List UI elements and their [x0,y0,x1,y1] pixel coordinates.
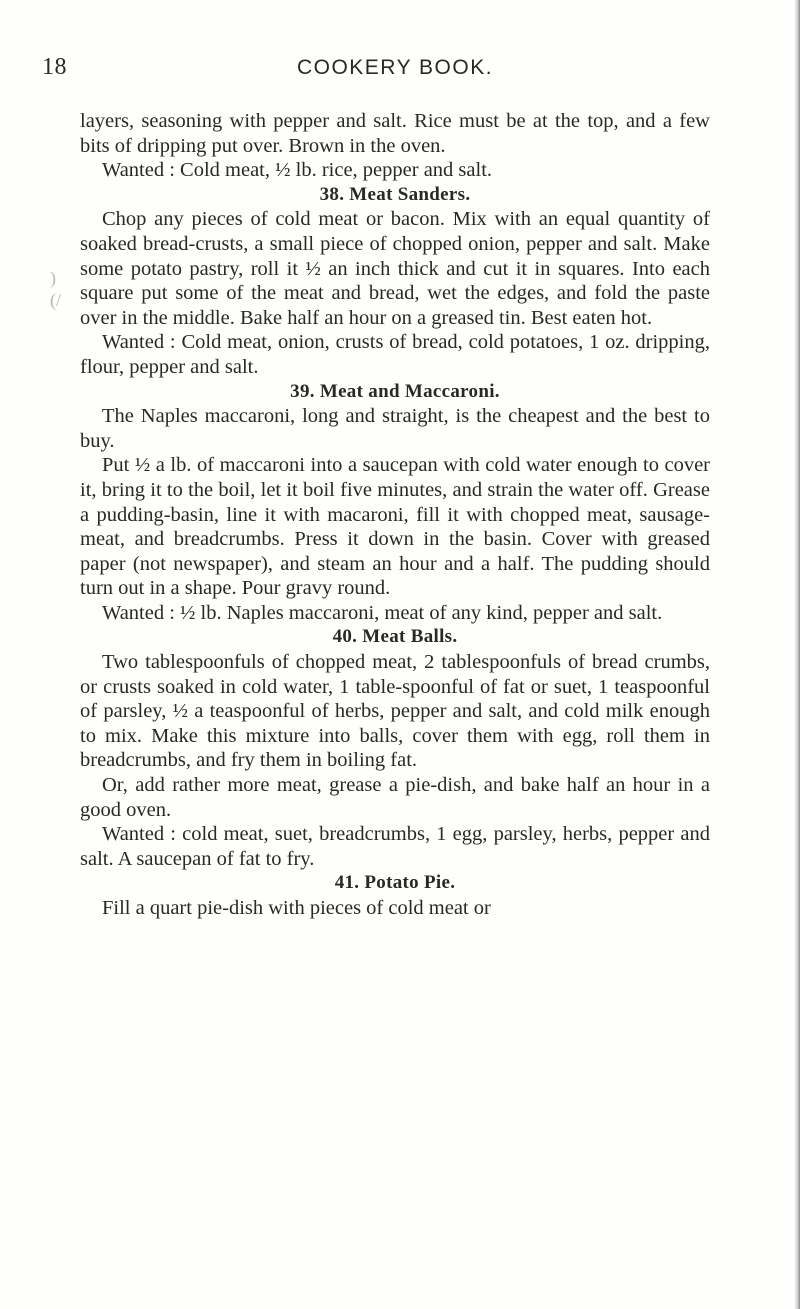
margin-pencil-mark: (/ [50,290,61,310]
paragraph: layers, seasoning with pepper and salt. Rice must be at the top, and a few bits of dripping put over. Brown in the oven. [80,110,710,157]
page-edge-shadow [794,0,800,1309]
running-title: COOKERY BOOK. [296,56,494,79]
recipe-heading: 39. Meat and Maccaroni. [290,380,500,402]
recipe-heading: 41. Potato Pie. [334,872,456,894]
page-number: 18 [42,54,67,80]
paragraph: Fill a quart pie-dish with pieces of cold meat or [102,897,491,919]
paragraph: Chop any pieces of cold meat or bacon. Mix with an equal quantity of soaked bread-crusts, a small piece of chopped onion, pepper and salt. Make some potato pastry, roll it ½ an inch thick and cut it in squares. Into each square put some of the meat and bread, wet the edges, and fold the paste over in the middle. Bake half an hour on a greased tin. Best eaten hot. [80,208,710,329]
margin-pencil-mark: ) [50,268,56,288]
page-body [80,109,710,921]
wanted-line: Wanted : cold meat, suet, breadcrumbs, 1 egg, parsley, herbs, pepper and salt. A saucepan of fat to fry. [80,823,710,870]
recipe-heading: 38. Meat Sanders. [319,183,471,205]
wanted-line: Wanted : ½ lb. Naples maccaroni, meat of any kind, pepper and salt. [102,601,663,624]
recipe-heading: 40. Meat Balls. [332,626,458,648]
paragraph: The Naples maccaroni, long and straight, is the cheapest and the best to buy. [80,405,710,452]
paragraph: Or, add rather more meat, grease a pie-dish, and bake half an hour in a good oven. [80,774,710,821]
paragraph: Put ½ a lb. of maccaroni into a saucepan with cold water enough to cover it, bring it to the boil, let it boil five minutes, and strain the water off. Grease a pudding-basin, line it with macaroni, fill it with chopped meat, sausage-meat, and breadcrumbs. Press it down in the basin. Cover with greased paper (not newspaper), and steam an hour and a half. The pudding should turn out in a shape. Pour gravy round. [80,454,710,600]
book-page [42,52,710,921]
running-head [42,52,710,98]
paragraph: Two tablespoonfuls of chopped meat, 2 tablespoonfuls of bread crumbs, or crusts soaked in cold water, 1 table-spoonful of fat or suet, 1 teaspoonful of parsley, ½ a teaspoonful of herbs, pepper and salt, and cold milk enough to mix. Make this mixture into balls, cover them with egg, roll them in breadcrumbs, and fry them in boiling fat. [80,651,710,772]
wanted-line: Wanted : Cold meat, ½ lb. rice, pepper and salt. [102,159,493,182]
wanted-line: Wanted : Cold meat, onion, crusts of bread, cold potatoes, 1 oz. dripping, flour, pepper and salt. [80,331,710,378]
